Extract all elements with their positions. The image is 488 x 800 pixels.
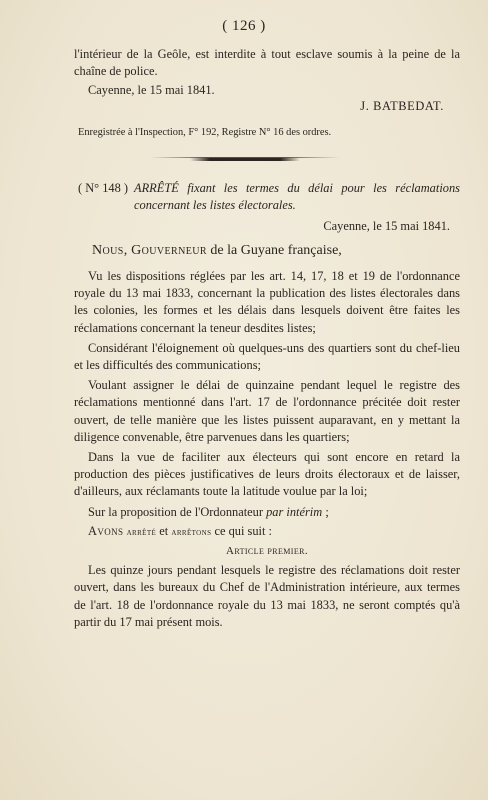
considerant-paragraph: Voulant assigner le délai de quinzaine pendant lequel le registre des réclamations mentionné dans l'art. 17 de l'ordonnance précitée doit rester ouvert, de telle manière que les listes puissent auparavant, en y mettant la diligence convenable, être parvenues dans les quartiers; <box>74 378 460 444</box>
considerant-paragraph: Considérant l'éloignement où quelques-uns des quartiers sont du chef-lieu et les difficultés des communications; <box>74 340 460 373</box>
proposition-paragraph <box>74 504 460 521</box>
separator-rule <box>190 158 300 161</box>
considerant-paragraph: Vu les dispositions réglées par les art. 14, 17, 18 et 19 de l'ordonnance royale du 13 mai 1833, concernant la publication des listes électorales dans les colonies, les formes et les délais dans lesquels doivent être faites les réclamations concernant la teneur desdites listes; <box>74 269 460 335</box>
act-header <box>78 180 460 214</box>
et-word: et <box>159 523 169 538</box>
nous-word: Nous, <box>92 243 128 258</box>
gouverneur-rest: de la Guyane française, <box>210 243 342 258</box>
considerants <box>74 268 460 631</box>
act-number: ( N° 148 ) <box>78 181 129 195</box>
page-number: ( 126 ) <box>222 18 266 34</box>
previous-act-signature: J. BATBEDAT. <box>360 99 444 113</box>
article-heading: Article premier. <box>225 545 309 558</box>
act-preamble <box>92 242 478 259</box>
previous-act-continuation: l'intérieur de la Geôle, est interdite à tout esclave soumis à la peine de la chaîne de police. <box>74 47 460 79</box>
arrete-word: arrêté <box>126 526 157 538</box>
gouverneur-word: Gouverneur <box>131 243 207 258</box>
previous-act-place-date: Cayenne, le 15 mai 1841. <box>88 83 215 97</box>
act-place-date: Cayenne, le 15 mai 1841. <box>323 219 450 233</box>
ce-qui-suit: ce qui suit : <box>214 523 272 538</box>
proposition-suffix: ; <box>325 504 329 519</box>
arretons-word: arrêtons <box>171 526 212 538</box>
previous-act-registration: Enregistrée à l'Inspection, F° 192, Registre N° 16 des ordres. <box>78 127 332 138</box>
avons-line <box>74 523 460 541</box>
proposition-italic: par intérim <box>266 504 323 519</box>
act-title <box>134 180 460 214</box>
article-text: Les quinze jours pendant lesquels le registre des réclamations doit rester ouvert, dans les bureaux du Chef de l'Administration intérieure, aux termes de l'art. 18 de l'ordonnance royale du 13 mai 1833, ne seront comptés qu'à partir du 17 mai présent mois. <box>74 563 460 629</box>
proposition-prefix: Sur la proposition de l'Ordonnateur <box>88 504 263 519</box>
considerant-paragraph: Dans la vue de faciliter aux électeurs qui sont encore en retard la production des pièces justificatives de leurs droits électoraux et de laisser, d'ailleurs, aux réclamants toute la latitude voulue par la loi; <box>74 450 460 499</box>
act-title-prefix: ARRÊTÉ <box>134 181 179 195</box>
act-title-rest: fixant les termes du délai pour les réclamations concernant les listes électorales. <box>134 181 460 213</box>
avons-word: Avons <box>88 523 124 538</box>
